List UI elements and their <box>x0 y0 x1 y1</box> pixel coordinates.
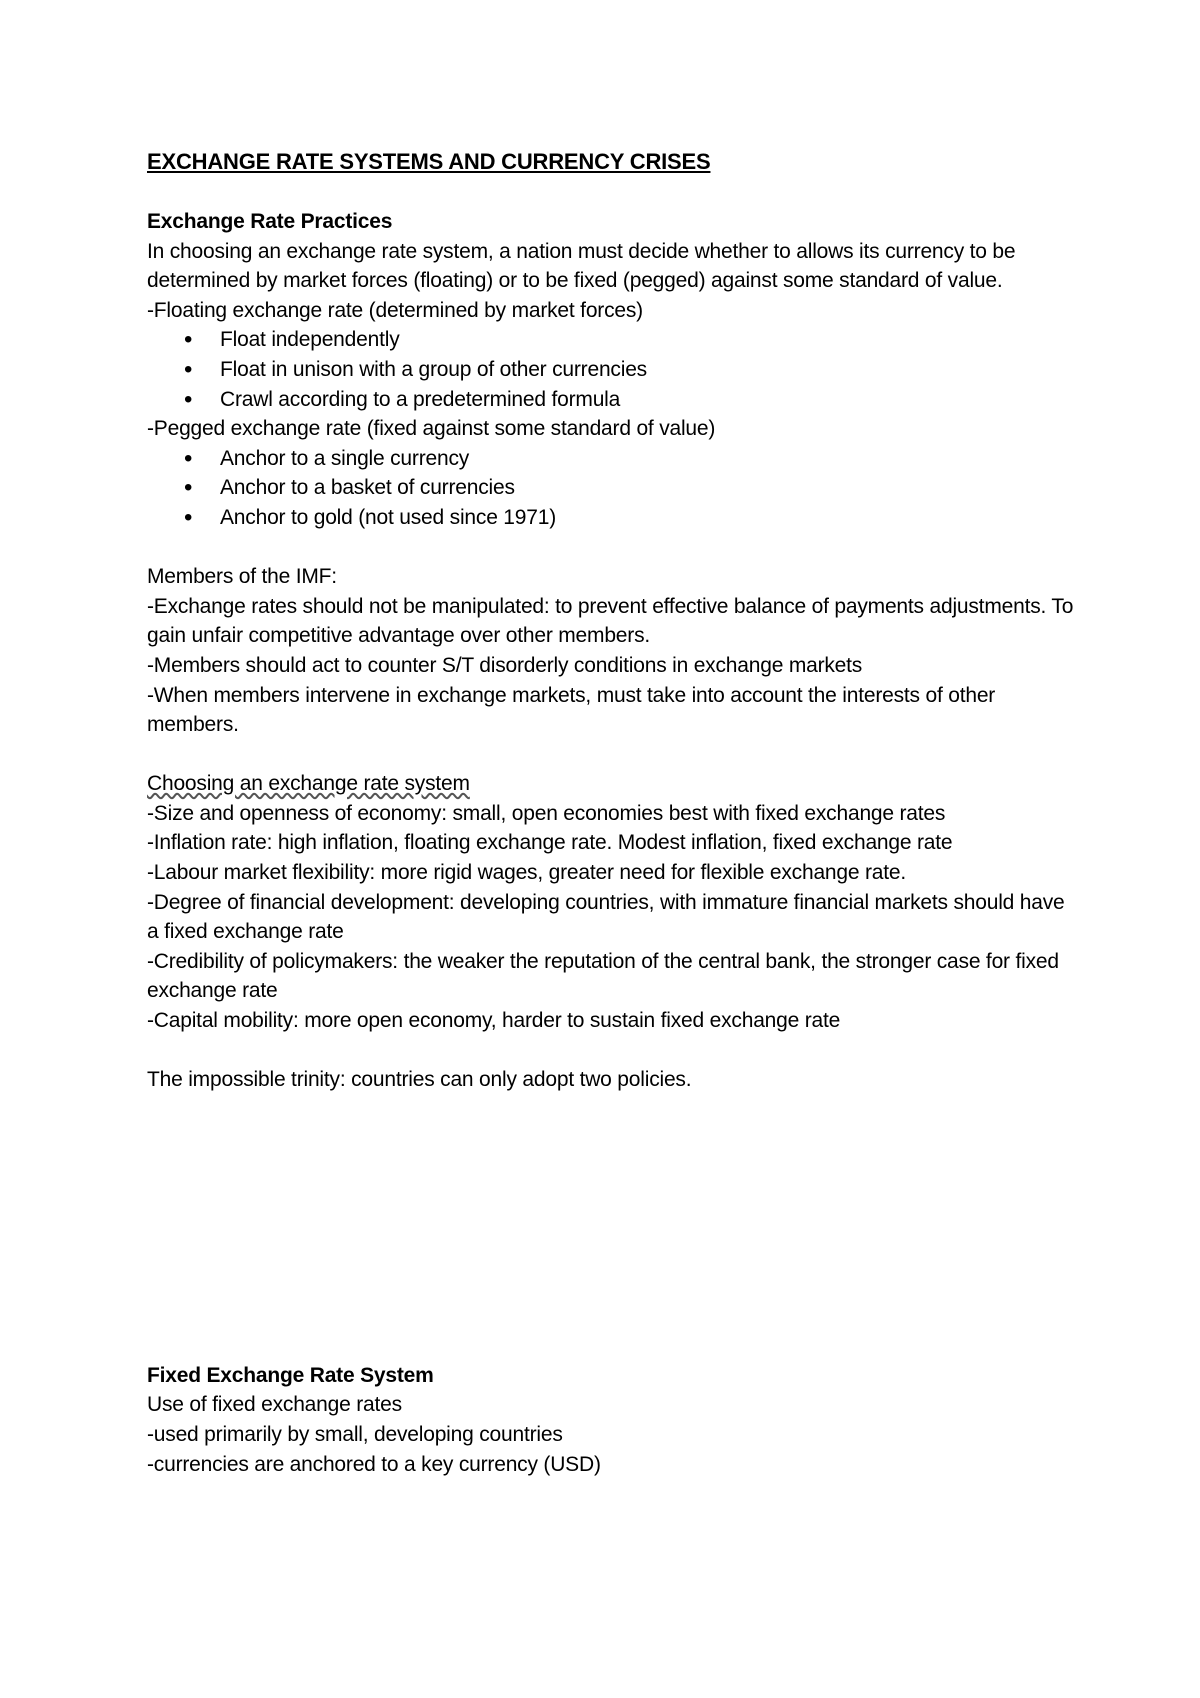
pegged-list <box>147 444 1077 533</box>
list-item: • Anchor to a single currency <box>220 444 1077 474</box>
spacer <box>147 740 1077 770</box>
choosing-line: -Capital mobility: more open economy, harder to sustain fixed exchange rate <box>147 1009 841 1033</box>
section-heading-practices: Exchange Rate Practices <box>147 210 393 233</box>
section-heading-choosing: Choosing an exchange rate system <box>147 772 470 796</box>
floating-list <box>147 325 1077 414</box>
list-item: • Float in unison with a group of other currencies <box>220 355 1077 385</box>
practices-intro: In choosing an exchange rate system, a nation must decide whether to allows its currency to be determined by market forces (floating) or to be fixed (pegged) against some standard of value. <box>147 239 1016 293</box>
list-item: • Crawl according to a predetermined formula <box>220 385 1077 415</box>
floating-label: -Floating exchange rate (determined by market forces) <box>147 298 643 322</box>
list-item: • Anchor to a basket of currencies <box>220 473 1077 503</box>
section-heading-imf: Members of the IMF: <box>147 565 337 589</box>
list-item: • Anchor to gold (not used since 1971) <box>220 503 1077 533</box>
section-heading-fixed: Fixed Exchange Rate System <box>147 1363 434 1387</box>
fixed-line: -used primarily by small, developing countries <box>147 1423 563 1446</box>
list-item: • Float independently <box>220 325 1077 355</box>
spacer <box>147 1095 1077 1361</box>
document-title: EXCHANGE RATE SYSTEMS AND CURRENCY CRISES <box>147 149 711 174</box>
fixed-line: Use of fixed exchange rates <box>147 1393 402 1417</box>
spacer <box>147 1036 1077 1066</box>
choosing-line: -Inflation rate: high inflation, floating exchange rate. Modest inflation, fixed exchange rate <box>147 831 953 855</box>
impossible-trinity: The impossible trinity: countries can only adopt two policies. <box>147 1068 692 1092</box>
pegged-label: -Pegged exchange rate (fixed against some standard of value) <box>147 417 716 441</box>
spacer <box>147 533 1077 563</box>
choosing-line: -Credibility of policymakers: the weaker the reputation of the central bank, the stronger case for fixed exchange rate <box>147 949 1059 1003</box>
choosing-line: -Size and openness of economy: small, open economies best with fixed exchange rates <box>147 801 946 825</box>
choosing-line: -Degree of financial development: developing countries, with immature financial markets should have a fixed exchange rate <box>147 890 1065 944</box>
imf-line: -When members intervene in exchange markets, must take into account the interests of other members. <box>147 683 996 737</box>
fixed-line: -currencies are anchored to a key currency (USD) <box>147 1452 601 1476</box>
imf-line: -Members should act to counter S/T disorderly conditions in exchange markets <box>147 653 863 677</box>
choosing-line: -Labour market flexibility: more rigid wages, greater need for flexible exchange rate. <box>147 861 907 885</box>
imf-line: -Exchange rates should not be manipulated: to prevent effective balance of payments adjustments. To gain unfair competitive advantage over other members. <box>147 594 1074 648</box>
document-body <box>147 147 1077 1479</box>
